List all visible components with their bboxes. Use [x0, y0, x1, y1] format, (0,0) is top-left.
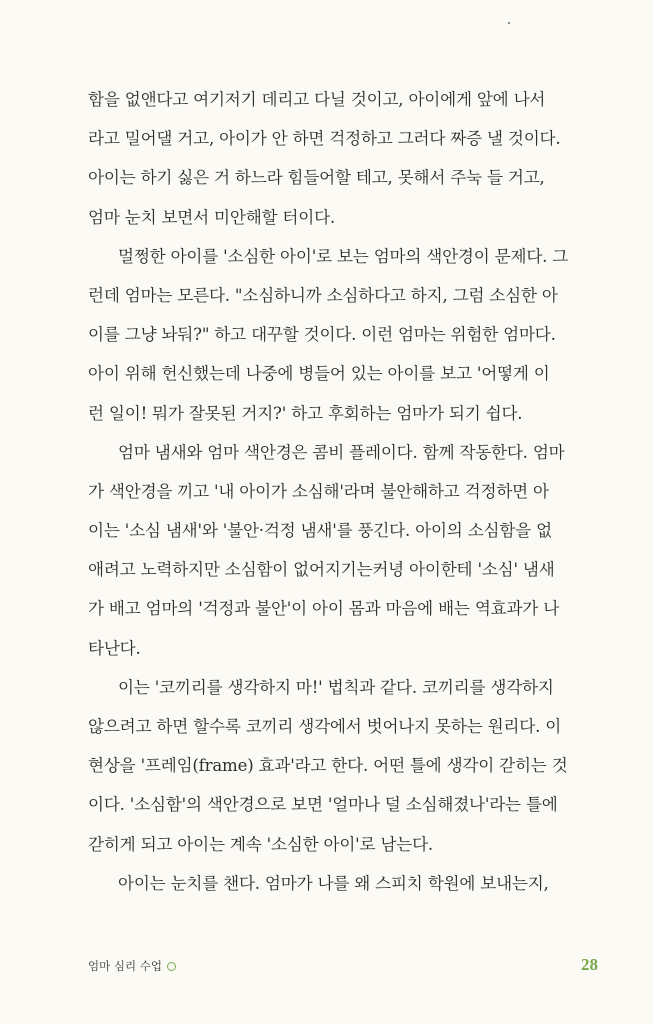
- print-speck: [508, 22, 510, 24]
- text-line: 아이는 하기 싫은 거 하느라 힘들어할 테고, 못해서 주눅 들 거고,: [88, 168, 545, 188]
- text-line: 라고 밀어댈 거고, 아이가 안 하면 걱정하고 그러다 짜증 낼 것이다.: [88, 129, 561, 149]
- page-number: 28: [581, 955, 598, 974]
- text-line: 않으려고 하면 할수록 코끼리 생각에서 벗어나지 못하는 원리다. 이: [88, 717, 562, 736]
- paragraph-start-line: 아이는 눈치를 챈다. 엄마가 나를 왜 스피치 학원에 보내는지,: [118, 873, 549, 893]
- text-line: 런 일이! 뭐가 잘못된 거지?' 하고 후회하는 엄마가 되기 쉽다.: [88, 403, 523, 423]
- text-line: 런데 엄마는 모른다. "소심하니까 소심하다고 하지, 그럼 소심한 아: [88, 285, 558, 305]
- body-text: [88, 80, 598, 903]
- paragraph-start-line: 멀쩡한 아이를 '소심한 아이'로 보는 엄마의 색안경이 문제다. 그: [118, 246, 569, 266]
- text-line: 함을 없앤다고 여기저기 데리고 다닐 것이고, 아이에게 앞에 나서: [88, 90, 546, 109]
- text-line: 이다. '소심함'의 색안경으로 보면 '얼마나 덜 소심해졌나'라는 틀에: [88, 795, 558, 815]
- text-line: 타난다.: [88, 638, 141, 658]
- paragraph-start-line: 엄마 냄새와 엄마 색안경은 콤비 플레이다. 함께 작동한다. 엄마: [118, 442, 565, 462]
- text-line: 이는 '소심 냄새'와 '불안·걱정 냄새'를 풍긴다. 아이의 소심함을 없: [88, 521, 552, 541]
- circle-icon: [167, 962, 176, 971]
- text-line: 갇히게 되고 아이는 계속 '소심한 아이'로 남는다.: [88, 834, 434, 854]
- paragraph-start-line: 이는 '코끼리를 생각하지 마!' 법칙과 같다. 코끼리를 생각하지: [118, 677, 554, 697]
- text-line: 가 색안경을 끼고 '내 아이가 소심해'라며 불안해하고 걱정하면 아: [88, 481, 549, 501]
- text-line: 엄마 눈치 보면서 미안해할 터이다.: [88, 207, 335, 227]
- page-footer: [88, 955, 598, 978]
- text-line: 현상을 '프레임(frame) 효과'라고 한다. 어떤 틀에 생각이 갇히는 것: [88, 756, 568, 776]
- text-line: 아이 위해 헌신했는데 나중에 병들어 있는 아이를 보고 '어떻게 이: [88, 364, 550, 384]
- text-line: 가 배고 엄마의 '걱정과 불안'이 아이 몸과 마음에 배는 역효과가 나: [88, 599, 560, 619]
- book-title: 엄마 심리 수업: [88, 959, 162, 973]
- text-line: 이를 그냥 놔둬?" 하고 대꾸할 것이다. 이런 엄마는 위험한 엄마다.: [88, 325, 556, 345]
- text-line: 애려고 노력하지만 소심함이 없어지기는커녕 아이한테 '소심' 냄새: [88, 560, 555, 580]
- running-footer: [88, 958, 176, 974]
